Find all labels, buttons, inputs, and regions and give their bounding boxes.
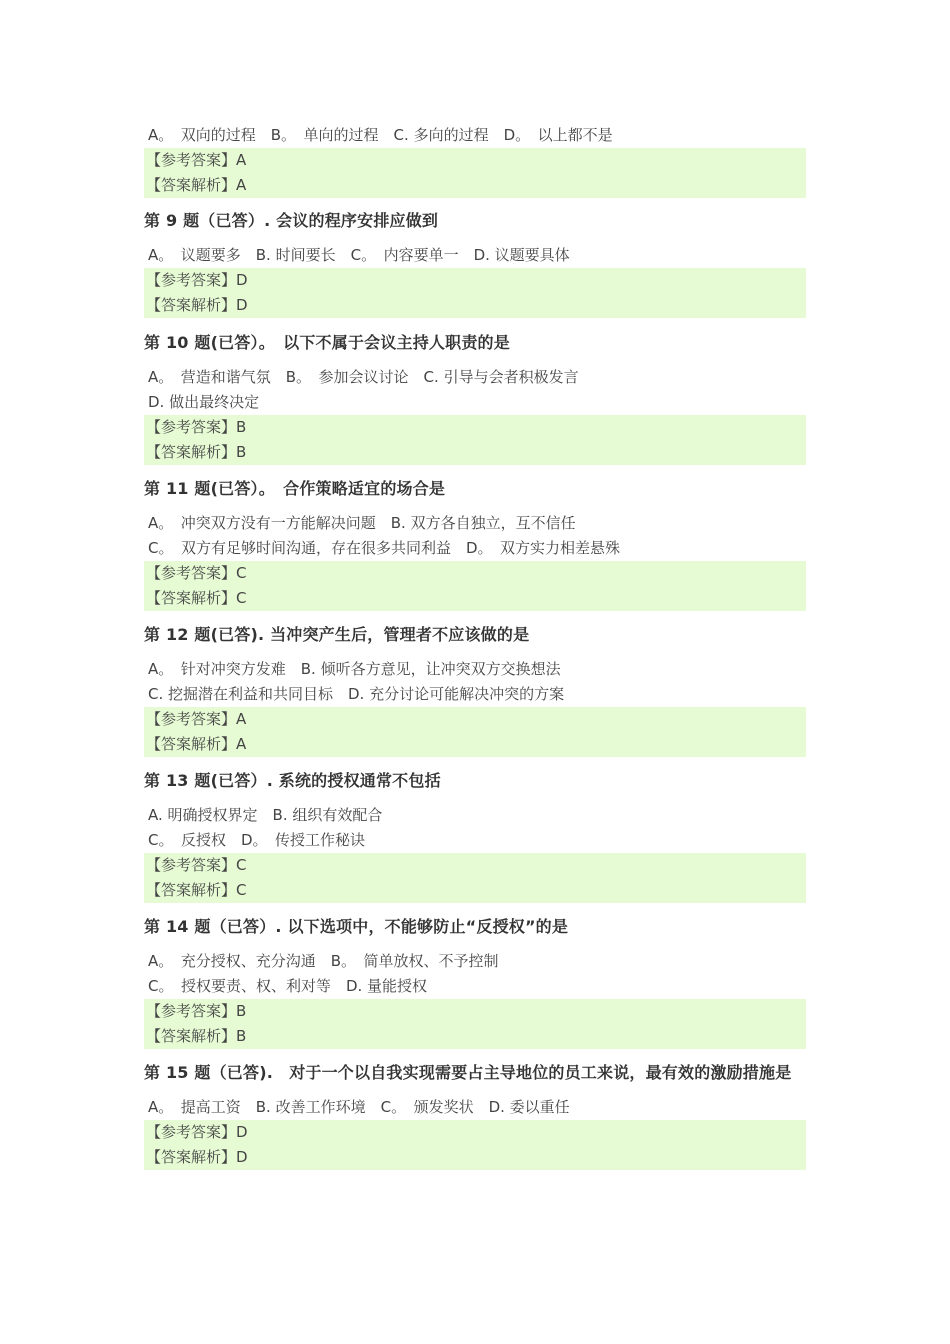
reference-answer: 【参考答案】B — [146, 1002, 247, 1020]
question-12 — [144, 622, 806, 757]
answer-analysis: 【答案解析】B — [146, 1027, 247, 1045]
reference-answer: 【参考答案】B — [146, 418, 247, 436]
options-line: A。 充分授权、充分沟通 B。 简单放权、不予控制 — [148, 952, 499, 970]
options-line: C。 授权要责、权、利对等 D. 量能授权 — [148, 977, 428, 995]
answer-box — [144, 268, 806, 318]
reference-answer: 【参考答案】A — [146, 151, 247, 169]
question-title: 第 9 题（已答）. 会议的程序安排应做到 — [144, 211, 439, 230]
question-8 — [144, 123, 806, 198]
options-line: A。 针对冲突方发难 B. 倾听各方意见，让冲突双方交换想法 — [148, 660, 561, 678]
answer-analysis: 【答案解析】C — [146, 589, 247, 607]
options-line: A。 提高工资 B. 改善工作环境 C。 颁发奖状 D. 委以重任 — [148, 1098, 570, 1116]
options-line: A。 冲突双方没有一方能解决问题 B. 双方各自独立，互不信任 — [148, 514, 576, 532]
question-10 — [144, 330, 806, 465]
options-line: C。 反授权 D。 传授工作秘诀 — [148, 831, 366, 849]
reference-answer: 【参考答案】A — [146, 710, 247, 728]
options-line: A。 营造和谐气氛 B。 参加会议讨论 C. 引导与会者积极发言 — [148, 368, 579, 386]
reference-answer: 【参考答案】C — [146, 856, 247, 874]
question-11 — [144, 476, 806, 611]
question-15 — [144, 1060, 806, 1170]
question-title: 第 12 题(已答). 当冲突产生后，管理者不应该做的是 — [144, 625, 530, 644]
options-line: A。 议题要多 B. 时间要长 C。 内容要单一 D. 议题要具体 — [148, 246, 570, 264]
question-title: 第 13 题(已答）. 系统的授权通常不包括 — [144, 771, 441, 790]
question-title: 第 14 题（已答）. 以下选项中，不能够防止“反授权”的是 — [144, 917, 569, 936]
options-line: C。 双方有足够时间沟通，存在很多共同利益 D。 双方实力相差悬殊 — [148, 539, 621, 557]
answer-analysis: 【答案解析】D — [146, 296, 248, 314]
question-9 — [144, 208, 806, 318]
question-13 — [144, 768, 806, 903]
reference-answer: 【参考答案】C — [146, 564, 247, 582]
answer-box — [144, 1120, 806, 1170]
reference-answer: 【参考答案】D — [146, 1123, 248, 1141]
answer-box — [144, 853, 806, 903]
options-line: D. 做出最终决定 — [148, 393, 260, 411]
answer-box — [144, 148, 806, 198]
options-line: C. 挖掘潜在利益和共同目标 D. 充分讨论可能解决冲突的方案 — [148, 685, 565, 703]
answer-analysis: 【答案解析】B — [146, 443, 247, 461]
answer-analysis: 【答案解析】C — [146, 881, 247, 899]
question-title: 第 15 题（已答). 对于一个以自我实现需要占主导地位的员工来说，最有效的激励措施是 — [144, 1063, 792, 1082]
answer-box — [144, 415, 806, 465]
answer-analysis: 【答案解析】D — [146, 1148, 248, 1166]
options-line: A. 明确授权界定 B. 组织有效配合 — [148, 806, 383, 824]
options-line: A。 双向的过程 B。 单向的过程 C. 多向的过程 D。 以上都不是 — [148, 126, 613, 144]
question-title: 第 10 题(已答）。 以下不属于会议主持人职责的是 — [144, 333, 510, 352]
question-title: 第 11 题(已答）。 合作策略适宜的场合是 — [144, 479, 446, 498]
answer-analysis: 【答案解析】A — [146, 176, 247, 194]
question-14 — [144, 914, 806, 1049]
answer-box — [144, 561, 806, 611]
answer-box — [144, 707, 806, 757]
answer-analysis: 【答案解析】A — [146, 735, 247, 753]
reference-answer: 【参考答案】D — [146, 271, 248, 289]
answer-box — [144, 999, 806, 1049]
